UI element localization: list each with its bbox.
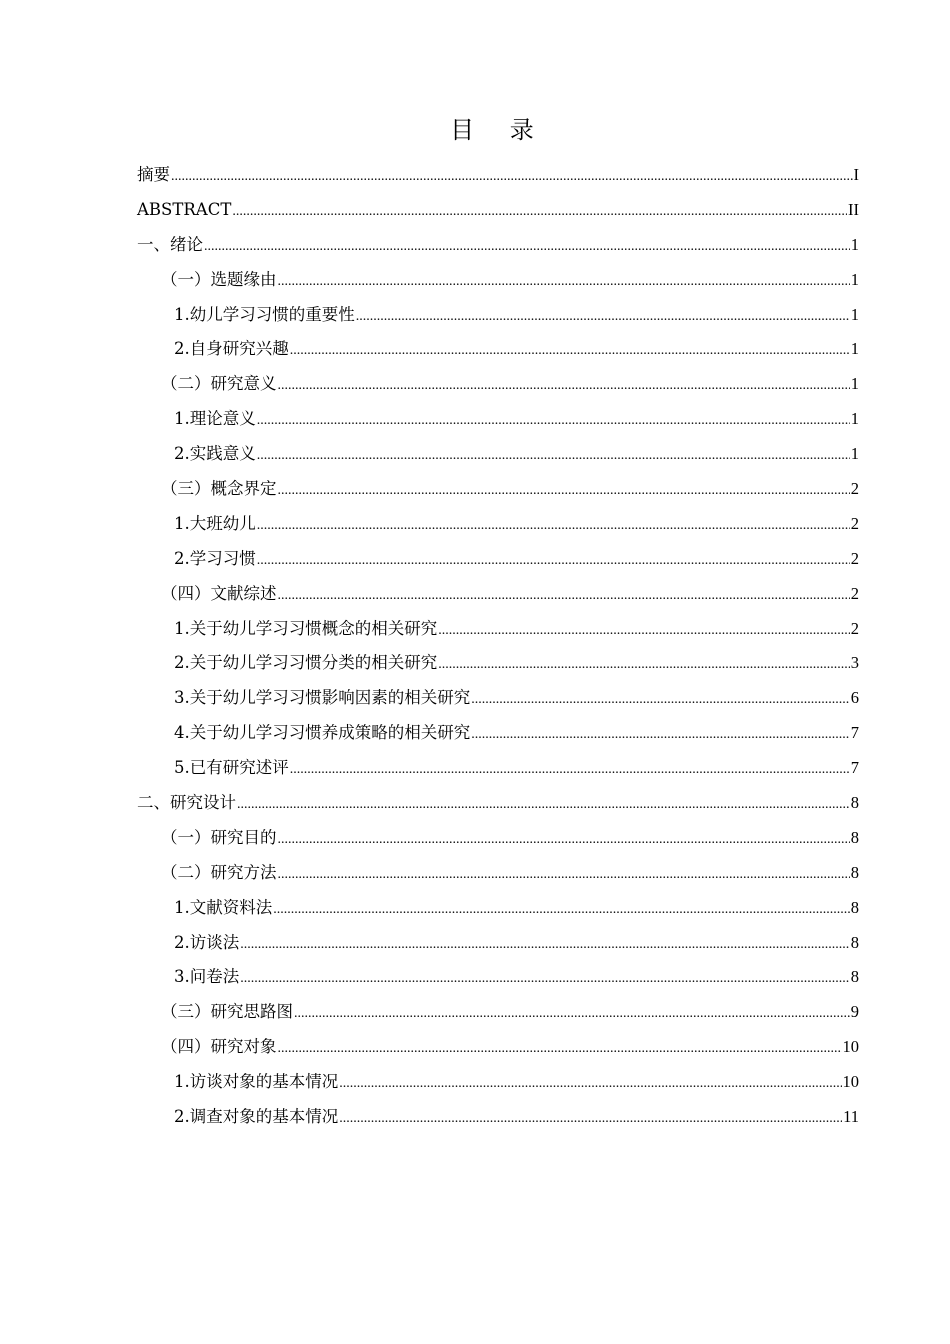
toc-entry-page-number: 11 <box>843 1107 859 1127</box>
toc-dot-leader <box>257 408 850 434</box>
toc-entry-page-number: 8 <box>850 897 859 917</box>
toc-dot-leader <box>294 1001 850 1027</box>
toc-entry[interactable] <box>137 336 859 371</box>
toc-entry-page-number: 8 <box>850 793 859 813</box>
toc-entry-label: 2.访谈法 <box>174 932 240 952</box>
toc-entry-label: 1.幼儿学习习惯的重要性 <box>174 304 355 324</box>
toc-entry-page-number: 2 <box>850 618 859 638</box>
toc-dot-leader <box>171 164 853 190</box>
toc-entry-label: （四）文献综述 <box>161 583 277 603</box>
toc-entry[interactable] <box>137 581 859 616</box>
toc-entry-page-number: I <box>853 165 859 184</box>
toc-entry[interactable] <box>137 511 859 546</box>
toc-entry-label: （二）研究意义 <box>161 374 277 394</box>
toc-entry-label: （一）选题缘由 <box>161 269 277 289</box>
toc-dot-leader <box>278 862 850 888</box>
toc-entry-page-number: 7 <box>850 723 859 743</box>
toc-entry[interactable] <box>137 685 859 720</box>
toc-entry-page-number: 1 <box>850 269 859 289</box>
toc-entry[interactable] <box>137 999 859 1034</box>
toc-entry-label: 二、研究设计 <box>137 793 236 813</box>
toc-entry-page-number: 2 <box>850 583 859 603</box>
toc-entry[interactable] <box>137 197 859 232</box>
toc-entry-page-number: 8 <box>850 862 859 882</box>
toc-entry-label: 摘要 <box>137 165 170 184</box>
toc-entry-label: 2.关于幼儿学习习惯分类的相关研究 <box>174 653 438 673</box>
toc-dot-leader <box>438 652 850 678</box>
page-title: 目 录 <box>450 116 548 144</box>
toc-entry-label: 1.理论意义 <box>174 409 256 429</box>
toc-entry-label: （二）研究方法 <box>161 862 277 882</box>
toc-entry-label: 一、绪论 <box>137 234 203 254</box>
toc-dot-leader <box>471 722 850 748</box>
toc-dot-leader <box>204 234 850 260</box>
toc-entry-label: ABSTRACT <box>137 199 232 219</box>
toc-entry[interactable] <box>137 476 859 511</box>
toc-entry[interactable] <box>137 1104 859 1139</box>
toc-entry[interactable] <box>137 1034 859 1069</box>
toc-entry[interactable] <box>137 790 859 825</box>
toc-dot-leader <box>257 548 850 574</box>
toc-dot-leader <box>356 304 850 330</box>
toc-entry-page-number: 1 <box>850 374 859 394</box>
toc-dot-leader <box>278 373 850 399</box>
toc-entry-page-number: 1 <box>850 409 859 429</box>
toc-entry-page-number: 2 <box>850 513 859 533</box>
toc-entry-label: 3.关于幼儿学习习惯影响因素的相关研究 <box>174 688 471 708</box>
toc-entry-page-number: 7 <box>850 758 859 778</box>
table-of-contents <box>137 162 859 1139</box>
toc-entry-label: 2.调查对象的基本情况 <box>174 1107 339 1127</box>
toc-dot-leader <box>257 513 850 539</box>
toc-dot-leader <box>273 897 850 923</box>
toc-dot-leader <box>278 583 850 609</box>
toc-entry-page-number: II <box>848 199 859 219</box>
toc-entry[interactable] <box>137 895 859 930</box>
toc-entry-label: 4.关于幼儿学习习惯养成策略的相关研究 <box>174 723 471 743</box>
toc-entry-label: （四）研究对象 <box>161 1037 277 1057</box>
toc-entry[interactable] <box>137 546 859 581</box>
toc-entry[interactable] <box>137 441 859 476</box>
toc-dot-leader <box>278 1036 842 1062</box>
toc-entry-page-number: 3 <box>850 653 859 673</box>
toc-dot-leader <box>278 827 850 853</box>
toc-entry-page-number: 2 <box>850 479 859 499</box>
toc-dot-leader <box>237 792 850 818</box>
toc-entry[interactable] <box>137 162 859 197</box>
toc-dot-leader <box>339 1071 841 1097</box>
toc-dot-leader <box>290 338 850 364</box>
toc-dot-leader <box>240 966 850 992</box>
toc-entry-label: 3.问卷法 <box>174 967 240 987</box>
toc-entry-label: 2.实践意义 <box>174 444 256 464</box>
toc-entry[interactable] <box>137 755 859 790</box>
toc-dot-leader <box>232 199 847 225</box>
toc-dot-leader <box>339 1106 842 1132</box>
toc-entry-label: （一）研究目的 <box>161 827 277 847</box>
toc-entry-page-number: 1 <box>850 339 859 359</box>
toc-entry-label: 1.关于幼儿学习习惯概念的相关研究 <box>174 618 438 638</box>
toc-entry-page-number: 2 <box>850 548 859 568</box>
toc-entry-page-number: 1 <box>850 444 859 464</box>
toc-entry-page-number: 8 <box>850 932 859 952</box>
toc-entry-page-number: 1 <box>850 304 859 324</box>
toc-entry[interactable] <box>137 616 859 651</box>
toc-entry-page-number: 6 <box>850 688 859 708</box>
toc-entry-page-number: 10 <box>842 1072 859 1092</box>
toc-dot-leader <box>438 618 850 644</box>
toc-entry-label: 2.学习习惯 <box>174 548 256 568</box>
toc-entry-page-number: 8 <box>850 967 859 987</box>
toc-entry-label: （三）研究思路图 <box>161 1002 293 1022</box>
toc-entry[interactable] <box>137 650 859 685</box>
toc-dot-leader <box>240 932 850 958</box>
toc-entry[interactable] <box>137 964 859 999</box>
toc-entry[interactable] <box>137 267 859 302</box>
toc-dot-leader <box>257 443 850 469</box>
toc-entry[interactable] <box>137 371 859 406</box>
toc-entry-label: 2.自身研究兴趣 <box>174 339 289 359</box>
toc-dot-leader <box>290 757 850 783</box>
toc-entry-label: 1.文献资料法 <box>174 897 273 917</box>
toc-entry[interactable] <box>137 720 859 755</box>
toc-entry[interactable] <box>137 302 859 337</box>
toc-entry-page-number: 1 <box>850 234 859 254</box>
toc-entry[interactable] <box>137 860 859 895</box>
toc-entry-label: 1.大班幼儿 <box>174 513 256 533</box>
toc-entry-label: （三）概念界定 <box>161 479 277 499</box>
toc-entry-label: 5.已有研究述评 <box>174 758 289 778</box>
toc-entry[interactable] <box>137 930 859 965</box>
toc-entry-label: 1.访谈对象的基本情况 <box>174 1072 339 1092</box>
toc-entry[interactable] <box>137 406 859 441</box>
toc-entry-page-number: 10 <box>842 1037 859 1057</box>
toc-entry-page-number: 9 <box>850 1002 859 1022</box>
toc-entry[interactable] <box>137 1069 859 1104</box>
toc-dot-leader <box>471 687 850 713</box>
toc-entry[interactable] <box>137 232 859 267</box>
toc-dot-leader <box>278 269 850 295</box>
toc-entry-page-number: 8 <box>850 827 859 847</box>
toc-dot-leader <box>278 478 850 504</box>
toc-entry[interactable] <box>137 825 859 860</box>
